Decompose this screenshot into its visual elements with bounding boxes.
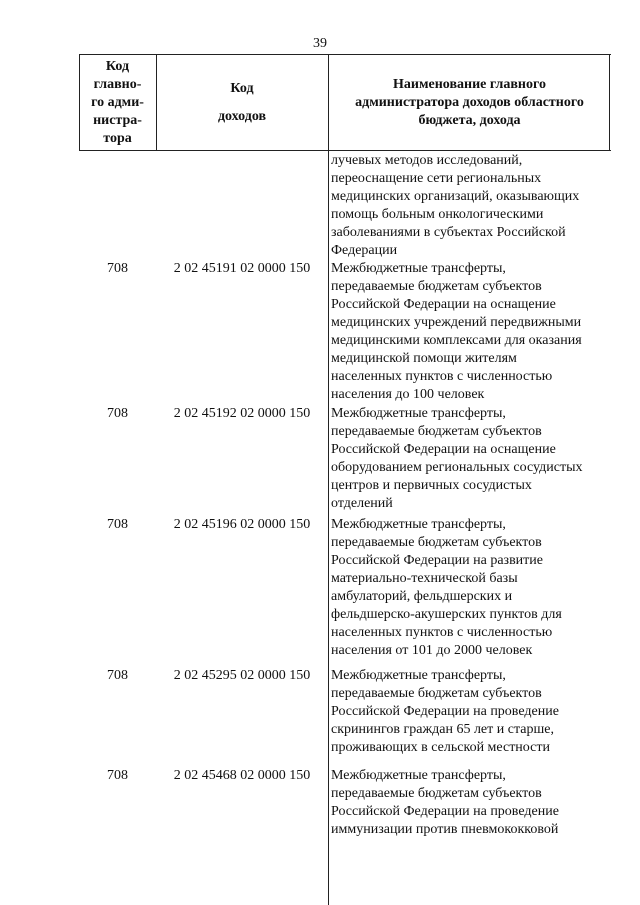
income-codes-table [79, 54, 611, 905]
admin-code: 708 [107, 406, 128, 421]
income-name: лучевых методов исследований, переоснащение сети региональных медицинских организаций, оказывающих помощь больным онкологическими заболеваниями в субъектах Российской Федерации [331, 153, 580, 258]
header-income-code: Код доходов [217, 80, 267, 124]
income-code: 2 02 45295 02 0000 150 [173, 668, 311, 683]
admin-code: 708 [107, 261, 128, 276]
page-number: 39 [313, 36, 327, 51]
income-name: Межбюджетные трансферты, передаваемые бюджетам субъектов Российской Федерации на проведение скринингов граждан 65 лет и старше, проживающих в сельской местности [331, 668, 559, 755]
table-border-right [609, 54, 610, 151]
income-name: Межбюджетные трансферты, передаваемые бюджетам субъектов Российской Федерации на оснащение медицинских учреждений передвижными медицинскими комплексами для оказания медицинской помощи жителям населенных пунктов с численностью населения до 100 человек [331, 261, 582, 402]
admin-code: 708 [107, 668, 128, 683]
admin-code: 708 [107, 517, 128, 532]
column-divider [328, 54, 329, 905]
income-code: 2 02 45468 02 0000 150 [173, 768, 311, 783]
table-border-left [79, 54, 80, 151]
table-header [79, 54, 611, 151]
header-admin-code: Код главно- го адми- нистра- тора [91, 58, 144, 146]
income-code: 2 02 45192 02 0000 150 [173, 406, 311, 421]
income-name: Межбюджетные трансферты, передаваемые бюджетам субъектов Российской Федерации на оснащение оборудованием региональных сосудистых центров и первичных сосудистых отделений [331, 406, 583, 511]
column-divider [156, 54, 157, 151]
income-code: 2 02 45196 02 0000 150 [173, 517, 311, 532]
income-code: 2 02 45191 02 0000 150 [173, 261, 311, 276]
admin-code: 708 [107, 768, 128, 783]
income-name: Межбюджетные трансферты, передаваемые бюджетам субъектов Российской Федерации на развитие материально-технической базы амбулаторий, фельдшерских и фельдшерско-акушерских пунктов для населенных пунктов с численностью населения от 101 до 2000 человек [331, 517, 562, 658]
header-name: Наименование главного администратора доходов областного бюджета, дохода [355, 76, 584, 128]
income-name: Межбюджетные трансферты, передаваемые бюджетам субъектов Российской Федерации на проведение иммунизации против пневмококковой [331, 768, 559, 837]
